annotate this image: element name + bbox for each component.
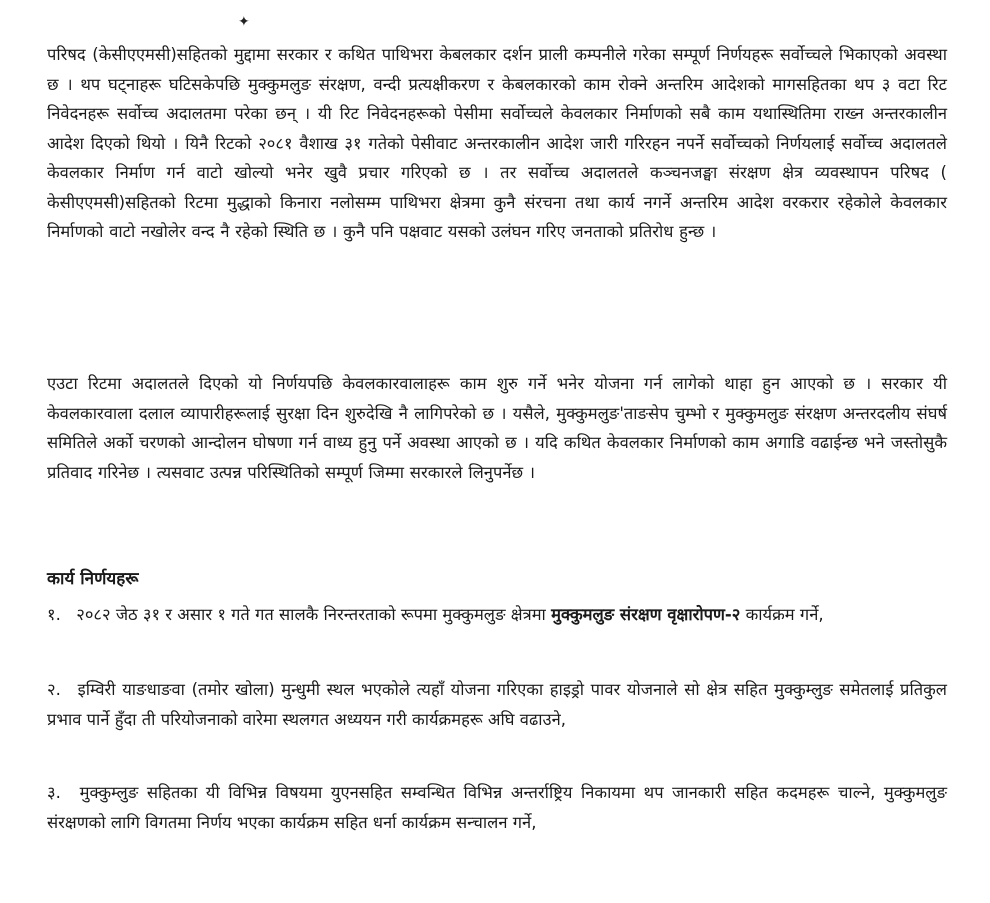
item-text: इम्विरी याङधाङवा (तमोर खोला) मुन्धुमी स्थल भएकोले त्यहाँ योजना गरिएका हाइड्रो पावर योजनाले सो क्षेत्र सहित मुक्कुम्लुङ समेतलाई प्रतिकुल प्रभाव पार्ने हुँदा ती परियोजनाको वारेमा स्थलगत अध्ययन गरी कार्यक्रमहरू अघि वढाउने, <box>47 680 947 729</box>
item-text: मुक्कुम्लुङ सहितका यी विभिन्न विषयमा युएनसहित सम्वन्धित विभिन्न अन्तर्राष्ट्रिय निकायमा थप जानकारी सहित कदमहरू चाल्ने, मुक्कुमलुङ संरक्षणको लागि विगतमा निर्णय भएका कार्यक्रम सहित धर्ना कार्यक्रम सन्चालन गर्ने, <box>47 783 948 832</box>
paragraph-1: परिषद (केसीएएमसी)सहितको मुद्दामा सरकार र कथित पाथिभरा केबलकार दर्शन प्राली कम्पनीले गरेका सम्पूर्ण निर्णयहरू सर्वोच्चले भिकाएको अवस्था छ । थप घट्नाहरू घटिसकेपछि मुक्कुमलुङ संरक्षण, वन्दी प्रत्यक्षीकरण र केबलकारको काम रोक्ने अन्तरिम आदेशको मागसहितका थप ३ वटा रिट निवेदनहरू सर्वोच्च अदालतमा परेका छन् । यी रिट निवेदनहरूको पेसीमा सर्वोच्चले केवलकार निर्माणको सबै काम यथास्थितिमा राख्न अन्तरकालीन आदेश दिएको थियो । यिनै रिटको २०८१ वैशाख ३१ गतेको पेसीवाट अन्तरकालीन आदेश जारी गरिरहन नपर्ने सर्वोच्चको निर्णयलाई सर्वोच्च अदालतले केवलकार निर्माण गर्न वाटो खोल्यो भनेर खुवै प्रचार गरिएको छ । तर सर्वोच्च अदालतले कञ्चनजङ्घा संरक्षण क्षेत्र व्यवस्थापन परिषद ( केसीएएमसी)सहितको रिटमा मुद्धाको किनारा नलोसम्म पाथिभरा क्षेत्रमा कुनै संरचना तथा कार्य नगर्ने अन्तरिम आदेश वरकरार रहेकोले केवलकार निर्माणको वाटो नखोलेर वन्द नै रहेको स्थिति छ । कुनै पनि पक्षवाट यसको उलंघन गरिए जनताको प्रतिरोध हुन्छ । <box>47 45 947 241</box>
list-item-3 <box>47 778 947 837</box>
item-tail-text: कार्यक्रम गर्ने, <box>740 605 824 624</box>
list-item-1 <box>47 600 947 630</box>
list-item-2 <box>47 675 947 734</box>
item-number: २. <box>47 680 61 699</box>
item-number: ३. <box>47 783 61 802</box>
item-bold-text: मुक्कुमलुङ संरक्षण वृक्षारोपण-२ <box>551 605 741 624</box>
item-text: २०८२ जेठ ३१ र असार १ गते गत सालकै निरन्तरताको रूपमा मुक्कुमलुङ क्षेत्रमा <box>76 605 552 624</box>
star-mark-icon: ✦ <box>238 14 250 30</box>
paragraph-2: एउटा रिटमा अदालतले दिएको यो निर्णयपछि केवलकारवालाहरू काम शुरु गर्ने भनेर योजना गर्न लागेको थाहा हुन आएको छ । सरकार यी केवलकारवाला दलाल व्यापारीहरूलाई सुरक्षा दिन शुरुदेखि नै लागिपरेको छ । यसैले, मुक्कुमलुङ'ताङसेप चुम्भो र मुक्कुमलुङ संरक्षण अन्तरदलीय संघर्ष समितिले अर्को चरणको आन्दोलन घोषणा गर्न वाध्य हुनु पर्ने अवस्था आएको छ । यदि कथित केवलकार निर्माणको काम अगाडि वढाईन्छ भने जस्तोसुकै प्रतिवाद गरिनेछ । त्यसवाट उत्पन्न परिस्थितिको सम्पूर्ण जिम्मा सरकारले लिनुपर्नेछ । <box>47 374 947 482</box>
section-heading: कार्य निर्णयहरू <box>47 569 139 589</box>
item-number: १. <box>47 605 61 624</box>
